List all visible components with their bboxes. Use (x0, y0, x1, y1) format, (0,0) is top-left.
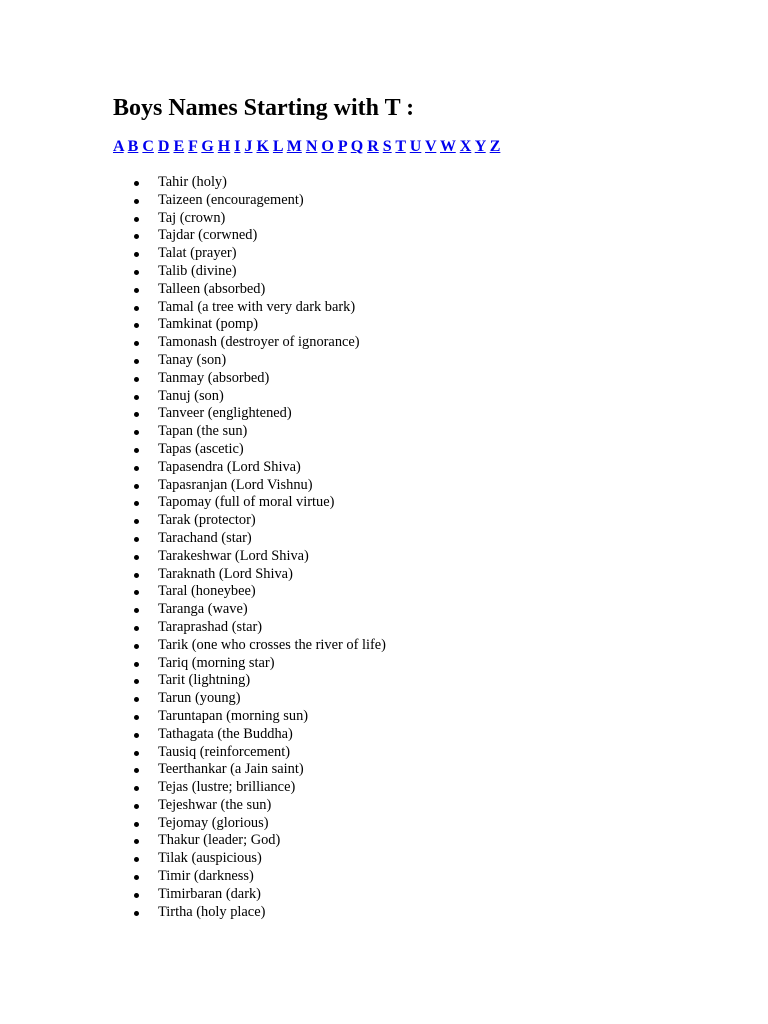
letter-link-t[interactable]: T (395, 138, 406, 155)
list-item (131, 227, 386, 245)
list-item (131, 655, 386, 673)
bullet-icon (134, 786, 139, 791)
name-entry-text: Tejas (lustre; brilliance) (158, 779, 296, 796)
list-item (131, 388, 386, 406)
letter-link-k[interactable]: K (256, 138, 269, 155)
bullet-icon (134, 839, 139, 844)
bullet-icon (134, 484, 139, 489)
name-entry-text: Tapas (ascetic) (158, 440, 244, 457)
list-item (131, 405, 386, 423)
bullet-icon (134, 181, 139, 186)
name-entry-text: Tamkinat (pomp) (158, 316, 259, 333)
name-entry-text: Taruntapan (morning sun) (158, 707, 309, 724)
bullet-icon (134, 537, 139, 542)
bullet-icon (134, 804, 139, 809)
list-item (131, 263, 386, 281)
name-entry-text: Taranga (wave) (158, 601, 248, 618)
list-item (131, 299, 386, 317)
list-item (131, 423, 386, 441)
name-entry-text: Tamonash (destroyer of ignorance) (158, 334, 360, 351)
bullet-icon (134, 306, 139, 311)
letter-link-b[interactable]: B (127, 138, 139, 155)
bullet-icon (134, 430, 139, 435)
list-item (131, 690, 386, 708)
list-item (131, 726, 386, 744)
name-entry-text: Tarun (young) (158, 690, 241, 707)
list-item (131, 316, 386, 334)
name-entry-text: Talib (divine) (158, 262, 237, 279)
letter-link-i[interactable]: I (234, 138, 241, 155)
bullet-icon (134, 679, 139, 684)
name-entry-text: Tapasendra (Lord Shiva) (158, 458, 301, 475)
name-entry-text: Tanuj (son) (158, 387, 224, 404)
name-entry-text: Taral (honeybee) (158, 583, 256, 600)
bullet-icon (134, 359, 139, 364)
letter-link-p[interactable]: P (337, 138, 347, 155)
letter-link-l[interactable]: L (272, 138, 283, 155)
name-entry-text: Tapasranjan (Lord Vishnu) (158, 476, 313, 493)
bullet-icon (134, 270, 139, 275)
name-entry-text: Talat (prayer) (158, 245, 237, 262)
bullet-icon (134, 644, 139, 649)
list-item (131, 566, 386, 584)
list-item (131, 281, 386, 299)
name-entry-text: Taraprashad (star) (158, 618, 263, 635)
list-item (131, 477, 386, 495)
list-item (131, 245, 386, 263)
name-entry-text: Tilak (auspicious) (158, 850, 262, 867)
name-entry-text: Tanveer (englightened) (158, 405, 292, 422)
bullet-icon (134, 768, 139, 773)
letter-link-z[interactable]: Z (489, 138, 501, 155)
letter-link-e[interactable]: E (173, 138, 185, 155)
page-title: Boys Names Starting with T : (113, 95, 415, 121)
list-item (131, 192, 386, 210)
letter-link-w[interactable]: W (440, 138, 456, 155)
list-item (131, 886, 386, 904)
bullet-icon (134, 323, 139, 328)
bullet-icon (134, 555, 139, 560)
name-entry-text: Taizeen (encouragement) (158, 191, 304, 208)
letter-link-v[interactable]: V (425, 138, 437, 155)
list-item (131, 583, 386, 601)
letter-link-y[interactable]: Y (474, 138, 486, 155)
name-entry-text: Tapomay (full of moral virtue) (158, 494, 335, 511)
bullet-icon (134, 715, 139, 720)
name-entry-text: Tapan (the sun) (158, 423, 248, 440)
letter-link-x[interactable]: X (459, 138, 472, 155)
name-entry-text: Tanmay (absorbed) (158, 369, 270, 386)
bullet-icon (134, 608, 139, 613)
name-entry-text: Taraknath (Lord Shiva) (158, 565, 293, 582)
list-item (131, 441, 386, 459)
bullet-icon (134, 252, 139, 257)
list-item (131, 904, 386, 922)
bullet-icon (134, 751, 139, 756)
list-item (131, 512, 386, 530)
bullet-icon (134, 341, 139, 346)
name-entry-text: Tahir (holy) (158, 174, 227, 190)
list-item (131, 619, 386, 637)
name-entry-text: Teerthankar (a Jain saint) (158, 761, 304, 778)
bullet-icon (134, 822, 139, 827)
bullet-icon (134, 234, 139, 239)
list-item (131, 815, 386, 833)
list-item (131, 334, 386, 352)
names-list (131, 174, 386, 921)
list-item (131, 744, 386, 762)
bullet-icon (134, 626, 139, 631)
bullet-icon (134, 217, 139, 222)
list-item (131, 868, 386, 886)
letter-link-c[interactable]: C (142, 138, 154, 155)
name-entry-text: Taj (crown) (158, 209, 226, 226)
letter-link-d[interactable]: D (157, 138, 170, 155)
list-item (131, 708, 386, 726)
list-item (131, 494, 386, 512)
name-entry-text: Thakur (leader; God) (158, 832, 281, 849)
list-item (131, 548, 386, 566)
name-entry-text: Tathagata (the Buddha) (158, 725, 293, 742)
name-entry-text: Timirbaran (dark) (158, 885, 261, 902)
bullet-icon (134, 519, 139, 524)
letter-link-s[interactable]: S (382, 138, 392, 155)
bullet-icon (134, 377, 139, 382)
list-item (131, 352, 386, 370)
name-entry-text: Tejomay (glorious) (158, 814, 269, 831)
name-entry-text: Tarak (protector) (158, 512, 256, 529)
letter-link-q[interactable]: Q (350, 138, 364, 155)
bullet-icon (134, 501, 139, 506)
name-entry-text: Timir (darkness) (158, 868, 254, 885)
list-item (131, 370, 386, 388)
list-item (131, 530, 386, 548)
letter-link-m[interactable]: M (286, 138, 302, 155)
name-entry-text: Tirtha (holy place) (158, 903, 266, 920)
list-item (131, 850, 386, 868)
list-item (131, 761, 386, 779)
list-item (131, 832, 386, 850)
bullet-icon (134, 288, 139, 293)
name-entry-text: Talleen (absorbed) (158, 280, 266, 297)
bullet-icon (134, 893, 139, 898)
bullet-icon (134, 875, 139, 880)
bullet-icon (134, 911, 139, 916)
letter-link-j[interactable]: J (244, 138, 253, 155)
bullet-icon (134, 857, 139, 862)
bullet-icon (134, 733, 139, 738)
bullet-icon (134, 395, 139, 400)
name-entry-text: Tarik (one who crosses the river of life) (158, 636, 386, 653)
name-entry-text: Tarachand (star) (158, 529, 252, 546)
alphabet-index (113, 137, 500, 157)
bullet-icon (134, 697, 139, 702)
list-item (131, 779, 386, 797)
bullet-icon (134, 590, 139, 595)
list-item (131, 174, 386, 192)
list-item (131, 601, 386, 619)
list-item (131, 210, 386, 228)
name-entry-text: Tausiq (reinforcement) (158, 743, 291, 760)
letter-link-g[interactable]: G (201, 138, 214, 155)
list-item (131, 459, 386, 477)
name-entry-text: Tamal (a tree with very dark bark) (158, 298, 356, 315)
list-item (131, 672, 386, 690)
bullet-icon (134, 199, 139, 204)
bullet-icon (134, 412, 139, 417)
letter-link-h[interactable]: H (217, 138, 231, 155)
name-entry-text: Tejeshwar (the sun) (158, 796, 272, 813)
bullet-icon (134, 573, 139, 578)
letter-link-n[interactable]: N (305, 138, 318, 155)
name-entry-text: Tajdar (corwned) (158, 227, 258, 244)
letter-link-o[interactable]: O (321, 138, 334, 155)
letter-link-f[interactable]: F (188, 138, 198, 155)
list-item (131, 797, 386, 815)
name-entry-text: Tariq (morning star) (158, 654, 275, 671)
letter-link-a[interactable]: A (113, 138, 124, 155)
bullet-icon (134, 466, 139, 471)
bullet-icon (134, 448, 139, 453)
bullet-icon (134, 662, 139, 667)
letter-link-r[interactable]: R (367, 138, 379, 155)
letter-link-u[interactable]: U (409, 138, 422, 155)
name-entry-text: Tanay (son) (158, 351, 227, 368)
name-entry-text: Tarakeshwar (Lord Shiva) (158, 547, 309, 564)
name-entry-text: Tarit (lightning) (158, 672, 251, 689)
list-item (131, 637, 386, 655)
